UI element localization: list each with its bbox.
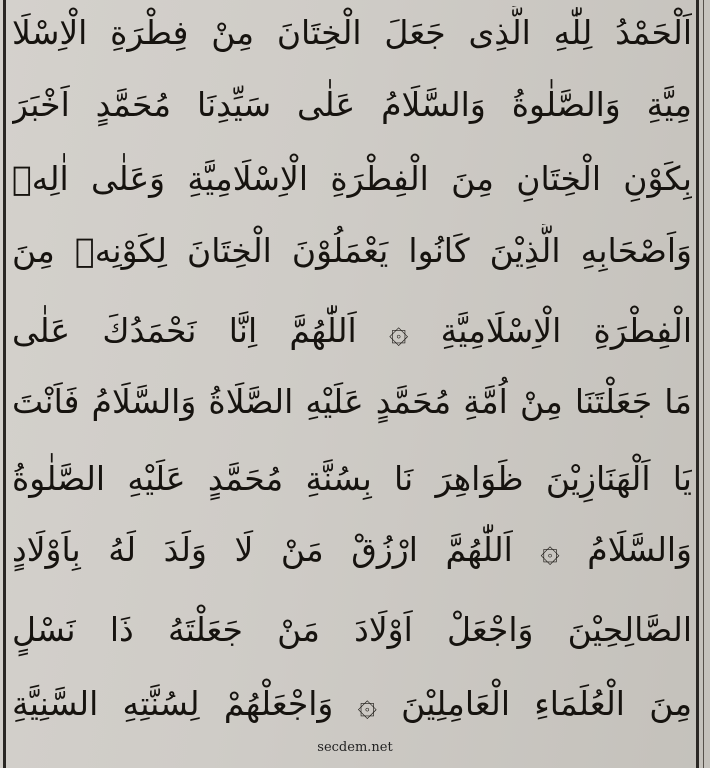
text-line-1: اَلْحَمْدُ لِلّٰهِ الَّذِى جَعَلَ الْخِتَانَ مِنْ فِطْرَةِ الْاِسْلَا — [12, 13, 692, 52]
text-line-5: الْفِطْرَةِ الْاِسْلَامِيَّةِ ۞ اَللّٰهُمَّ اِنَّا نَحْمَدُكَ عَلٰى — [12, 311, 692, 350]
left-margin-rule — [3, 0, 6, 768]
text-line-3: بِكَوْنِ الْخِتَانِ مِنَ الْفِطْرَةِ الْاِسْلَامِيَّةِ وَعَلٰى اٰلِهٖ — [12, 159, 692, 198]
text-line-8: وَالسَّلَامُ ۞ اَللّٰهُمَّ ارْزُقْ مَنْ لَا وَلَدَ لَهُ بِاَوْلَادٍ — [12, 530, 692, 569]
text-line-6: مَا جَعَلْتَنَا مِنْ اُمَّةِ مُحَمَّدٍ عَلَيْهِ الصَّلَاةُ وَالسَّلَامُ فَاَنْتَ — [12, 382, 692, 421]
text-line-10: مِنَ الْعُلَمَاءِ الْعَامِلِيْنَ ۞ وَاجْعَلْهُمْ لِسُنَّتِهِ السَّنِيَّةِ — [12, 684, 692, 723]
right-margin-rule — [696, 0, 699, 768]
text-line-2: مِيَّةِ وَالصَّلٰوةُ وَالسَّلَامُ عَلٰى سَيِّدِنَا مُحَمَّدٍ اَخْبَرَ — [12, 85, 692, 124]
text-line-9: الصَّالِحِيْنَ وَاجْعَلْ اَوْلَادَ مَنْ جَعَلْتَهُ ذَا نَسْلٍ — [12, 610, 692, 649]
text-line-7: يَا اَلْهَنَازِيْنَ ظَوَاهِرَ نَا بِسُنَّةِ مُحَمَّدٍ عَلَيْهِ الصَّلٰوةُ — [12, 459, 692, 498]
watermark-text: secdem.net — [317, 740, 393, 755]
text-line-4: وَاَصْحَابِهِ الَّذِيْنَ كَانُوا يَعْمَلُوْنَ الْخِتَانَ لِكَوْنِهٖ مِنَ — [12, 231, 692, 270]
right-edge-line — [703, 0, 704, 768]
